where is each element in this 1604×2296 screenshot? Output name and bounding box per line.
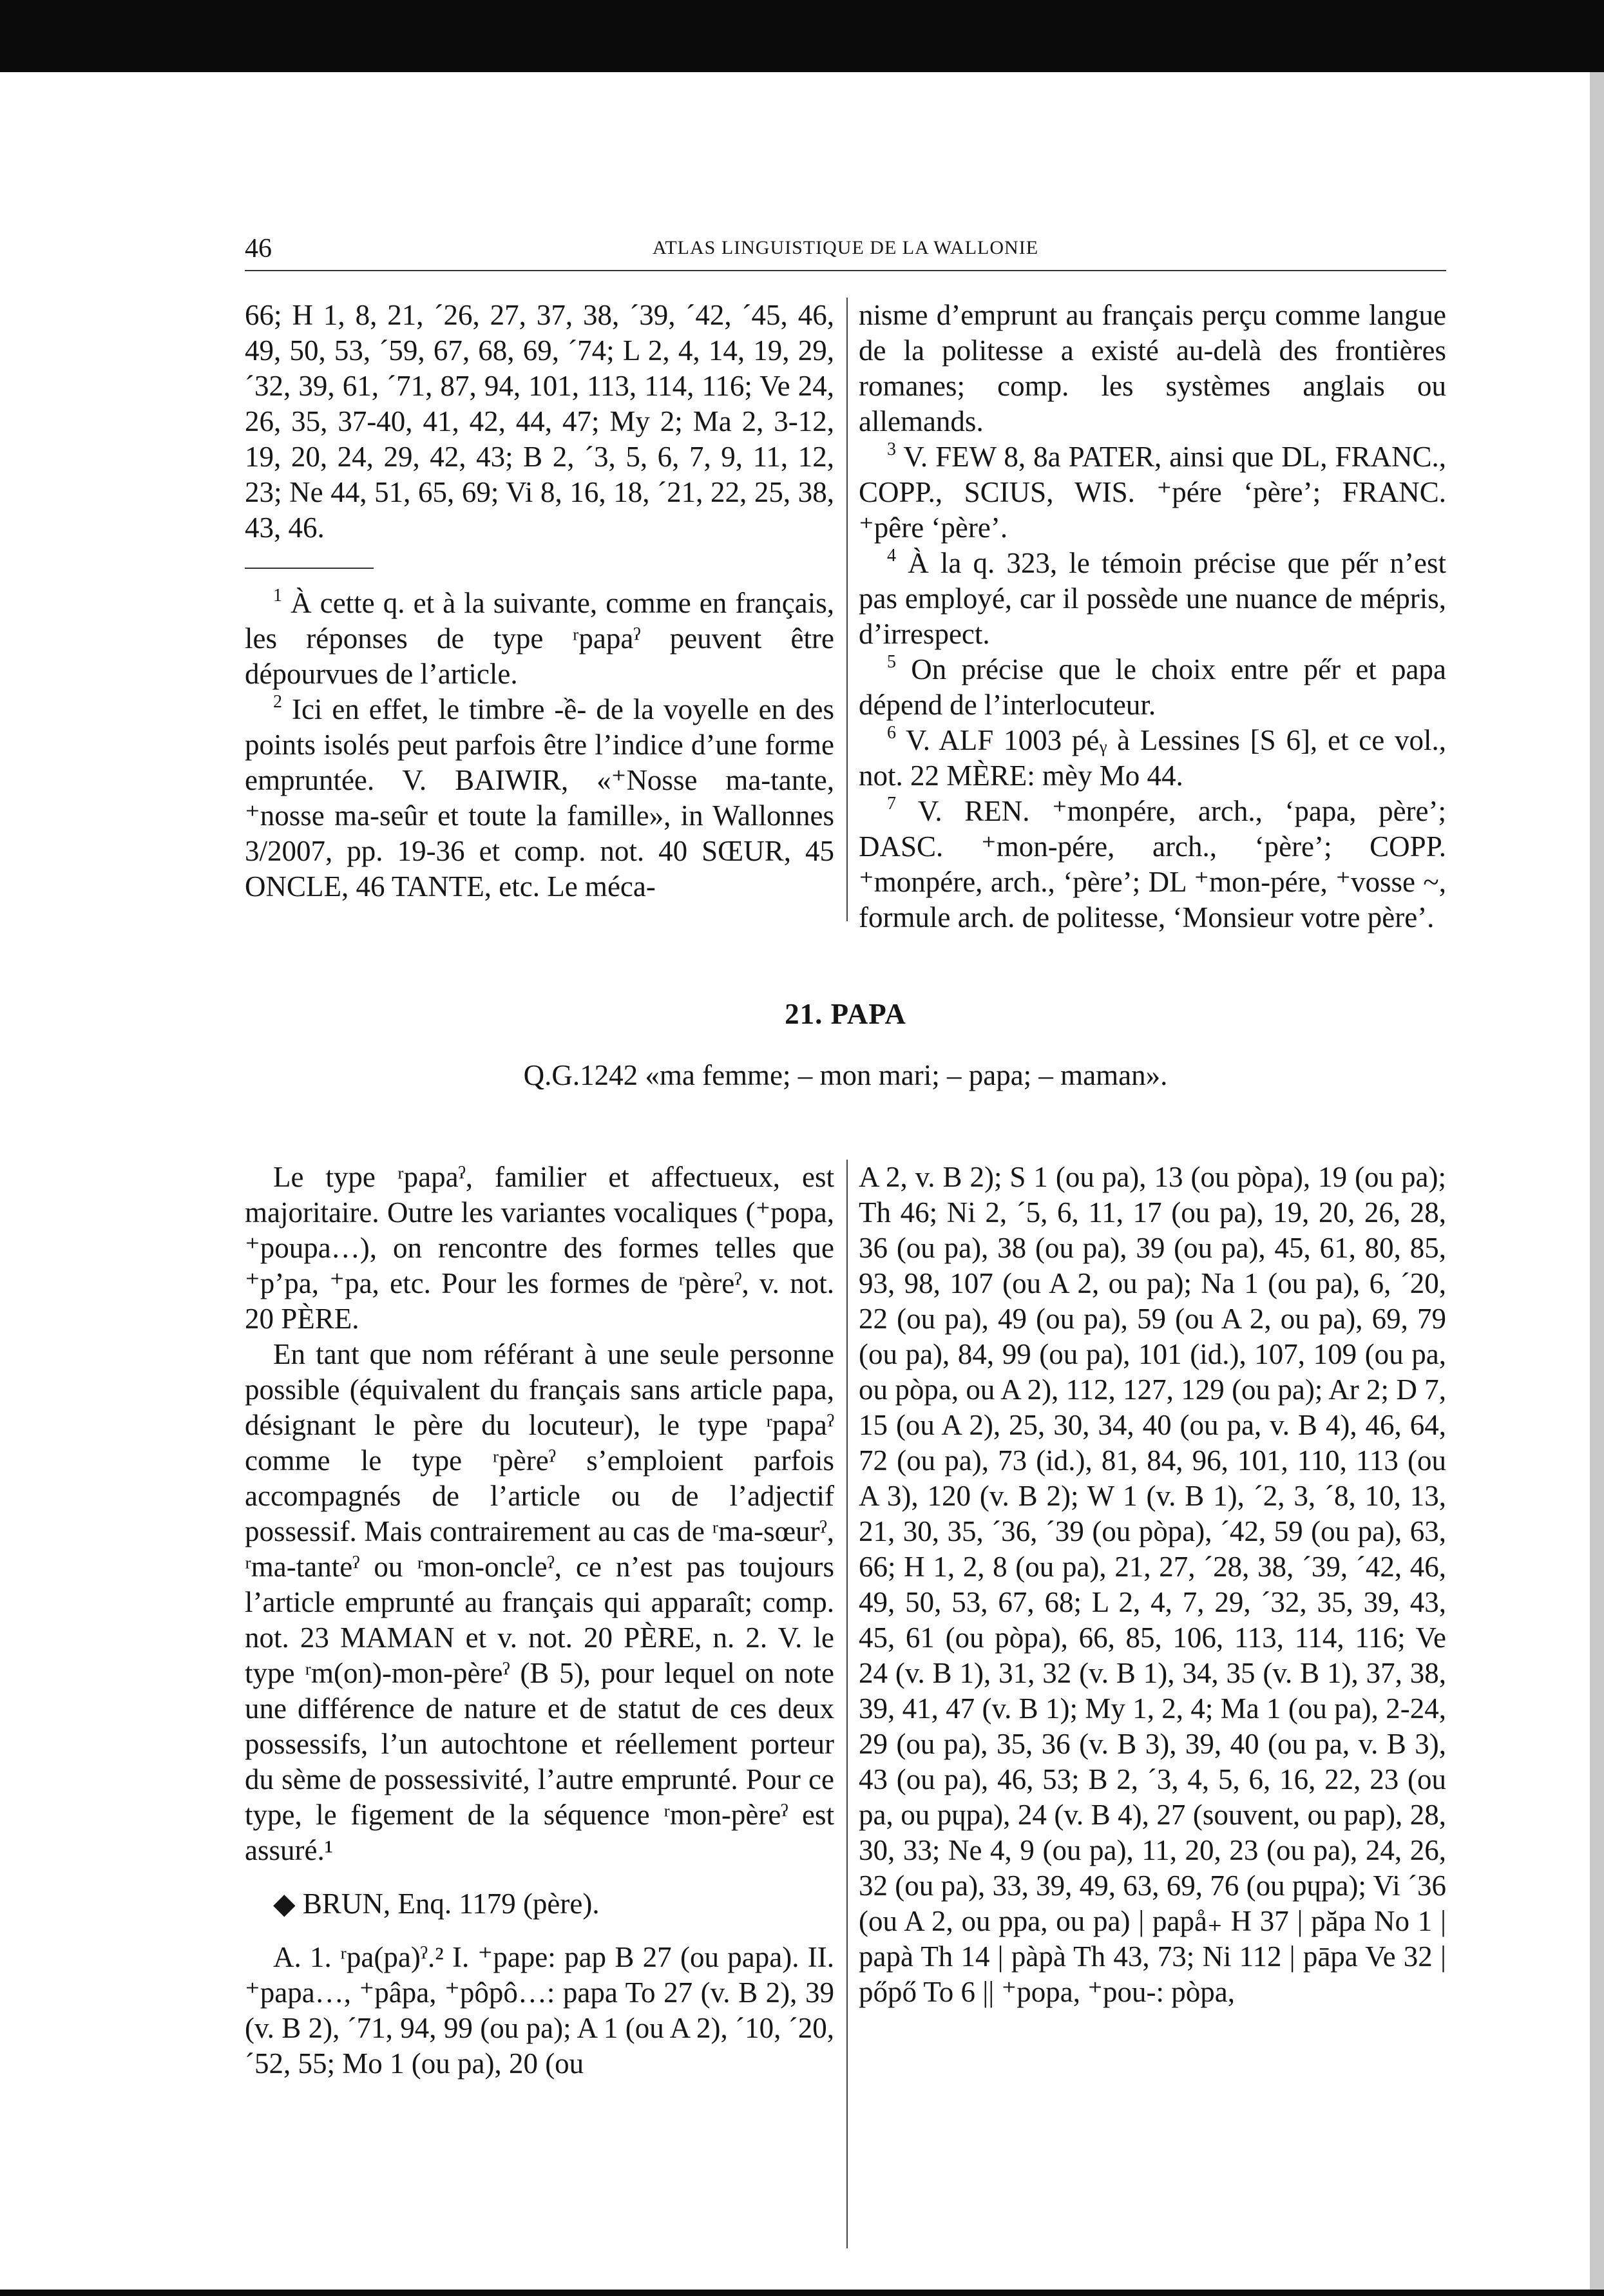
footnote-text: Ici en effet, le timbre -ề- de la voyelle en des points isolés peut parfois être l’indice d’une forme empruntée. V. BAIWIR, «⁺Nosse ma-tante, ⁺nosse ma-seûr et toute la famille», in Wallonnes 3/2007, pp. 19-36 et comp. not. 40 SŒUR, 45 ONCLE, 46 TANTE, etc. Le méca-	[245, 693, 834, 903]
section-question: Q.G.1242 «ma femme; – mon mari; – papa; – maman».	[523, 1059, 1168, 1091]
scan-bottom-border	[0, 2290, 1604, 2296]
footnote-number: 7	[887, 794, 896, 814]
footnote-7	[859, 794, 1446, 935]
footnote-6	[859, 723, 1446, 794]
form-entry: A. 1. ʳpa(pa)ˀ.² I. ⁺pape: pap B 27 (ou papa). II. ⁺papa…, ⁺pâpa, ⁺pôpô…: papa To 27 (v. B 2), 39 (v. B 2), ´71, 94, 99 (ou pa); A 1 (ou A 2), ´10, ´20, ´52, 55; Mo 1 (ou pa), 20 (ou	[245, 1941, 834, 2080]
footnote-text: À la q. 323, le témoin précise que pe̋r n’est pas employé, car il possède une nuance de mépris, d’irrespect.	[859, 547, 1447, 650]
footnote-number: 5	[887, 652, 896, 672]
footnote-text: V. ALF 1003 péᵧ à Lessines [S 6], et ce vol., not. 22 MÈRE: mèy Mo 44.	[859, 724, 1447, 792]
page-header	[245, 233, 1446, 272]
footnote-4	[859, 546, 1446, 652]
footnote-number: 3	[887, 439, 896, 459]
section-title: 21. PAPA	[785, 998, 906, 1030]
column-divider-top	[846, 298, 848, 921]
running-title: ATLAS LINGUISTIQUE DE LA WALLONIE	[652, 237, 1039, 258]
page-number: 46	[245, 234, 272, 263]
footnote-number: 4	[887, 546, 896, 566]
form-entry-continuation: A 2, v. B 2); S 1 (ou pa), 13 (ou pòpa), 19 (ou pa); Th 46; Ni 2, ´5, 6, 11, 17 (ou pa), 19, 20, 26, 28, 36 (ou pa), 38 (ou pa), 39 (ou pa), 45, 61, 80, 85, 93, 98, 107 (ou A 2, ou pa); Na 1 (ou pa), 6, ´20, 22 (ou pa), 49 (ou pa), 59 (ou A 2, ou pa), 69, 79 (ou pa), 84, 99 (ou pa), 101 (id.), 107, 109 (ou pa, ou pòpa, ou A 2), 112, 127, 129 (ou pa); Ar 2; D 7, 15 (ou A 2), 25, 30, 34, 40 (ou pa, v. B 4), 46, 64, 72 (ou pa), 73 (id.), 81, 84, 96, 101, 110, 113 (ou A 3), 120 (v. B 2); W 1 (v. B 1), ´2, 3, ´8, 10, 13, 21, 30, 35, ´36, ´39 (ou pòpa), ´42, 59 (ou pa), 63, 66; H 1, 2, 8 (ou pa), 21, 27, ´28, 38, ´39, ´42, 46, 49, 50, 53, 67, 68; L 2, 4, 7, 29, ´32, 35, 39, 43, 45, 61 (ou pòpa), 66, 85, 106, 113, 114, 116; Ve 24 (v. B 1), 31, 32 (v. B 1), 34, 35 (v. B 1), 37, 38, 39, 41, 47 (v. B 1); My 1, 2, 4; Ma 1 (ou pa), 2-24, 29 (ou pa), 35, 36 (v. B 3), 39, 40 (ou pa, v. B 3), 43 (ou pa), 46, 53; B 2, ´3, 4, 5, 6, 16, 22, 23 (ou pa, ou pɥpa), 24 (v. B 4), 27 (souvent, ou pap), 28, 30, 33; Ne 4, 9 (ou pa), 11, 20, 23 (ou pa), 24, 26, 32 (ou pa), 33, 39, 49, 63, 69, 76 (ou pɥpa); Vi ´36 (ou A 2, ou ppa, ou pa) | papå₊ H 37 | păpa No 1 | papà Th 14 | pàpà Th 43, 73; Ni 112 | pāpa Ve 32 | pőpő To 6 || ⁺popa, ⁺pou-: pòpa,	[859, 1161, 1446, 2008]
footnote-text: V. FEW 8, 8a PATER, ainsi que DL, FRANC., COPP., SCIUS, WIS. ⁺pére ‘père’; FRANC. ⁺pêre ‘père’.	[859, 441, 1446, 544]
footnote-2	[245, 692, 834, 904]
header-rule	[245, 270, 1446, 271]
column-divider-bottom	[846, 1160, 848, 2248]
footnote-5	[859, 652, 1446, 723]
scan-right-edge	[1590, 72, 1604, 2296]
footnote-rule	[245, 568, 374, 569]
bibliography-reference: ◆ BRUN, Enq. 1179 (père).	[273, 1888, 600, 1920]
footnote-text: V. REN. ⁺monpére, arch., ‘papa, père’; DASC. ⁺mon-pére, arch., ‘père’; COPP. ⁺monpére, arch., ‘père’; DL ⁺mon-pére, ⁺vosse ~, formule arch. de politesse, ‘Monsieur votre père’.	[859, 795, 1447, 933]
scan-top-border	[0, 0, 1604, 72]
body-paragraph: Le type ʳpapaˀ, familier et affectueux, est majoritaire. Outre les variantes vocaliques (⁺popa, ⁺poupa…), on rencontre des formes telles que ⁺p’pa, ⁺pa, etc. Pour les formes de ʳpèreˀ, v. not. 20 PÈRE.	[245, 1161, 834, 1335]
footnote-text: On précise que le choix entre pe̋r et papa dépend de l’interlocuteur.	[859, 653, 1447, 721]
footnote-1	[245, 586, 834, 692]
footnote-3	[859, 439, 1446, 546]
paragraph-gap	[245, 1922, 834, 1940]
footnote-number: 2	[273, 692, 282, 712]
bottom-left-column	[245, 1160, 834, 2255]
top-left-column	[245, 298, 834, 929]
paragraph-gap	[245, 1868, 834, 1886]
footnote-number: 1	[273, 586, 282, 606]
bottom-right-column	[859, 1160, 1446, 2255]
footnote-number: 6	[887, 723, 896, 743]
footnote-text: À cette q. et à la suivante, comme en français, les réponses de type ʳpapaˀ peuvent être dépourvues de l’article.	[245, 587, 835, 690]
locality-list: 66; H 1, 8, 21, ´26, 27, 37, 38, ´39, ´42, ´45, 46, 49, 50, 53, ´59, 67, 68, 69, ´74; L 2, 4, 14, 19, 29, ´32, 39, 61, ´71, 87, 94, 101, 113, 114, 116; Ve 24, 26, 35, 37-40, 41, 42, 44, 47; My 2; Ma 2, 3-12, 19, 20, 24, 29, 42, 43; B 2, ´3, 5, 6, 7, 9, 11, 12, 23; Ne 44, 51, 65, 69; Vi 8, 16, 18, ´21, 22, 25, 38, 43, 46.	[245, 299, 834, 544]
footnote-continuation: nisme d’emprunt au français perçu comme langue de la politesse a existé au-delà des frontières romanes; comp. les systèmes anglais ou allemands.	[859, 299, 1446, 437]
body-paragraph: En tant que nom référant à une seule personne possible (équivalent du français sans article papa, désignant le père du locuteur), le type ʳpapaˀ comme le type ʳpèreˀ s’emploient parfois accompagnés de l’article ou de l’adjectif possessif. Mais contrairement au cas de ʳma-sœurˀ, ʳma-tanteˀ ou ʳmon-oncleˀ, ce n’est pas toujours l’article emprunté au français qui apparaît; comp. not. 23 MAMAN et v. not. 20 PÈRE, n. 2. V. le type ʳm(on)-mon-pèreˀ (B 5), pour lequel on note une différence de nature et de statut de ces deux possessifs, l’un autochtone et réellement porteur du sème de possessivité, l’autre emprunté. Pour ce type, le figement de la séquence ʳmon-pèreˀ est assuré.¹	[245, 1338, 834, 1866]
top-right-column	[859, 298, 1447, 933]
